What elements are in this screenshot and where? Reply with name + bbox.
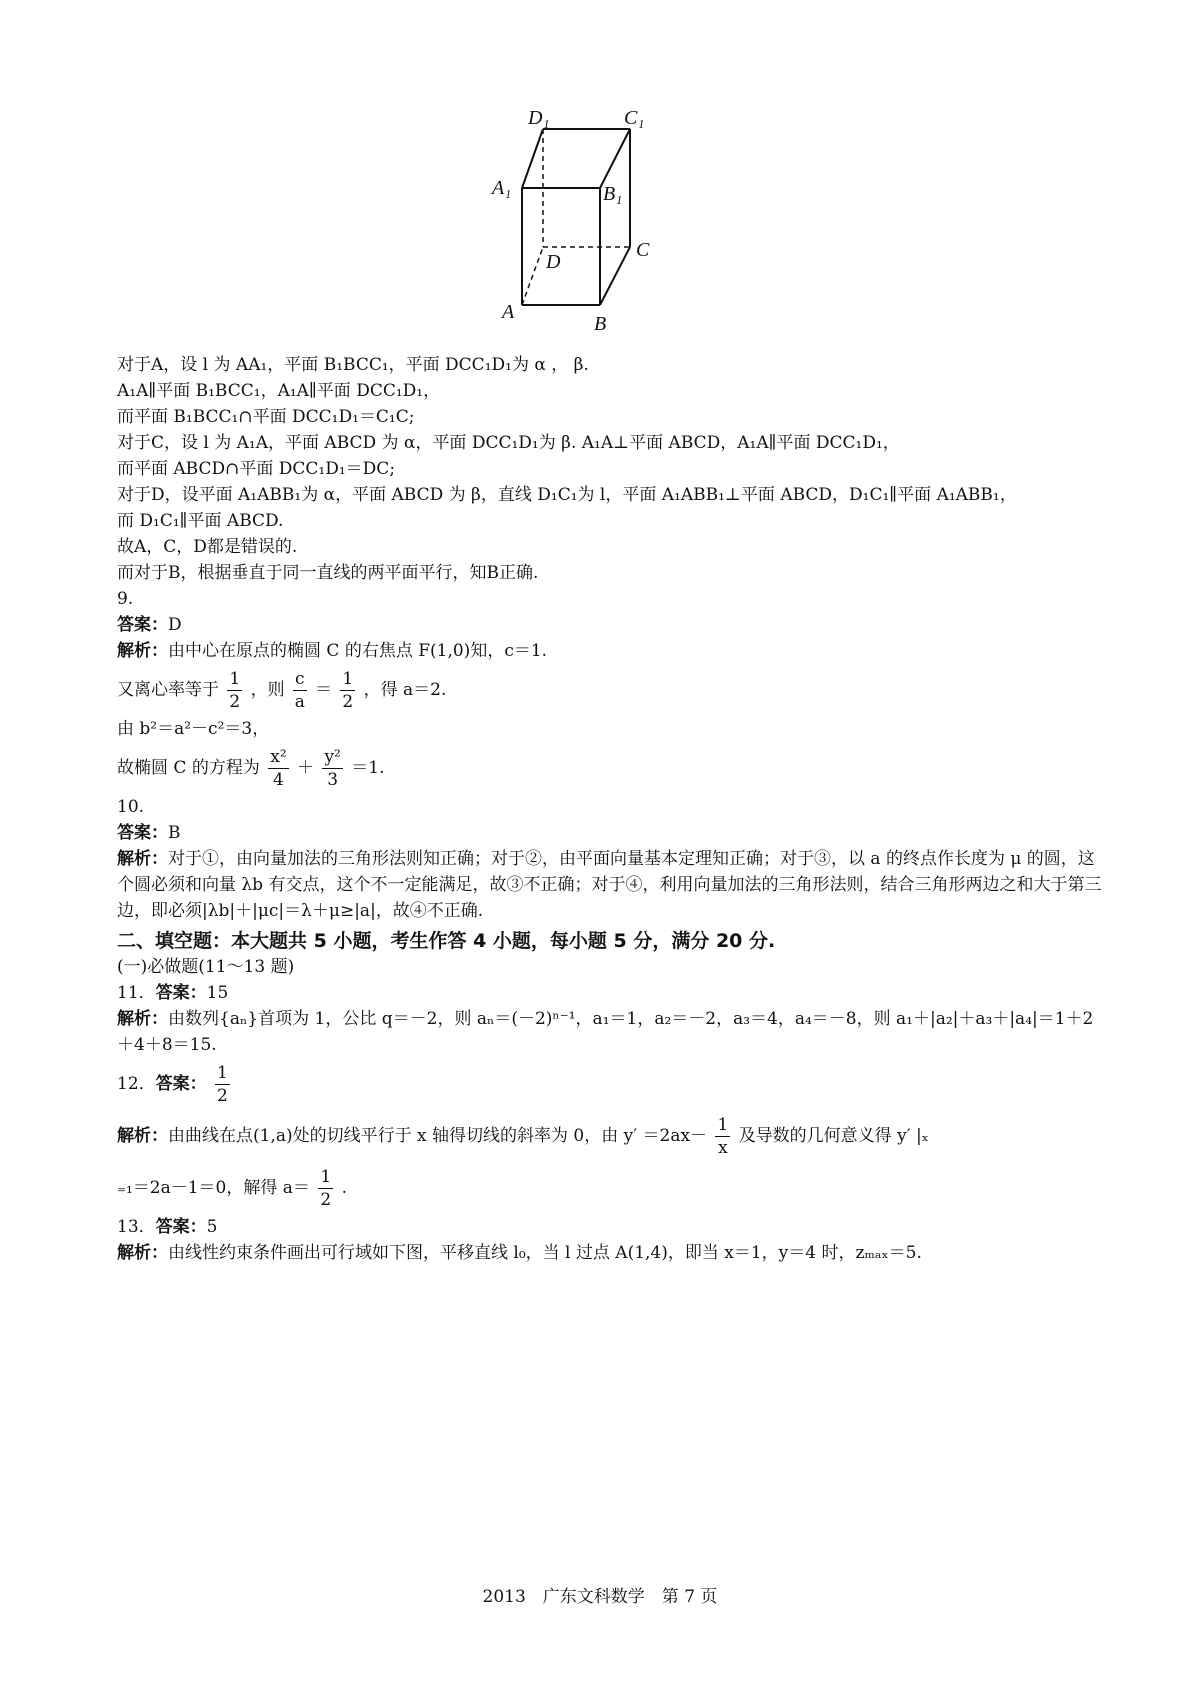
- q12-answer: [117, 1058, 1102, 1110]
- text-part: 由曲线在点(1,a)处的切线平行于 x 轴得切线的斜率为 0，由 y′ ＝2ax－: [168, 1126, 708, 1146]
- numerator: 1: [229, 669, 241, 689]
- q9-analysis-1: [117, 638, 1102, 664]
- label-b1: B₁: [603, 183, 623, 205]
- numerator: y²: [324, 747, 341, 767]
- section-subtitle: (一)必做题(11～13 题): [117, 957, 295, 977]
- edge-bc: [600, 247, 630, 305]
- fraction-x2-over-4: [268, 746, 288, 791]
- fraction-half: [340, 668, 355, 713]
- q9-analysis-3: 由 b²＝a²－c²＝3，: [117, 719, 270, 739]
- q8-line-4: 对于C，设 l 为 A₁A，平面 ABCD 为 α，平面 DCC₁D₁为 β. A₁A⊥平面 ABCD，A₁A∥平面 DCC₁D₁，: [117, 433, 900, 453]
- edge-a1d1: [522, 129, 543, 188]
- q8-line-6: 对于D，设平面 A₁ABB₁为 α，平面 ABCD 为 β，直线 D₁C₁为 l，平面 A₁ABB₁⊥平面 ABCD，D₁C₁∥平面 A₁ABB₁，: [117, 485, 1017, 505]
- label-d1: D₁: [528, 108, 550, 129]
- fraction-c-over-a: [293, 668, 307, 713]
- edge-b1c1: [600, 129, 630, 188]
- answer-value: B: [168, 823, 181, 843]
- numerator: c: [295, 669, 305, 689]
- q8-line-2: A₁A∥平面 B₁BCC₁，A₁A∥平面 DCC₁D₁，: [117, 381, 441, 401]
- section-title: 二、填空题：本大题共 5 小题，考生作答 4 小题，每小题 5 分，满分 20 分.: [117, 930, 776, 952]
- text-part: 故椭圆 C 的方程为: [117, 758, 260, 778]
- q8-line-5: 而平面 ABCD∩平面 DCC₁D₁＝DC;: [117, 459, 396, 479]
- text-part: .: [341, 1178, 347, 1198]
- denominator: 2: [342, 692, 354, 712]
- analysis-text: 由中心在原点的椭圆 C 的右焦点 F(1,0)知，c＝1.: [168, 641, 548, 661]
- q13-analysis: [117, 1240, 1102, 1266]
- text-part: 又离心率等于: [117, 680, 219, 700]
- q9-analysis-2: [117, 664, 1102, 716]
- label-a1: A₁: [492, 177, 512, 199]
- q8-line-3: 而平面 B₁BCC₁∩平面 DCC₁D₁＝C₁C;: [117, 407, 415, 427]
- answer-label: 答案：: [155, 1217, 207, 1237]
- label-d: D: [546, 251, 561, 273]
- numerator: 1: [320, 1167, 332, 1187]
- text-part: ₌₁＝2a－1＝0，解得 a＝: [117, 1178, 310, 1198]
- q10-answer: [117, 820, 1102, 846]
- numerator: 1: [342, 669, 354, 689]
- q12-analysis-1: [117, 1110, 1102, 1162]
- text-part: ＝1.: [351, 758, 385, 778]
- content: [117, 352, 1102, 1266]
- q11-analysis: [117, 1006, 1102, 1058]
- label-a: A: [502, 301, 515, 323]
- label-c1: C₁: [624, 108, 645, 129]
- analysis-label: 解析：: [117, 1126, 168, 1146]
- q9-number: 9.: [117, 589, 134, 609]
- answer-value: 15: [206, 983, 229, 1003]
- answer-value: D: [168, 615, 182, 635]
- text-part: ，则: [250, 680, 285, 700]
- q8-line-9: 而对于B，根据垂直于同一直线的两平面平行，知B正确.: [117, 563, 539, 583]
- answer-value: 5: [206, 1217, 218, 1237]
- q9-analysis-4: [117, 742, 1102, 794]
- fraction-1-over-x: [715, 1114, 730, 1159]
- q12-analysis-2: [117, 1162, 1102, 1214]
- plus: ＋: [297, 758, 315, 778]
- analysis-label: 解析：: [117, 1243, 168, 1263]
- analysis-text: 由数列{aₙ}首项为 1，公比 q＝－2，则 aₙ＝(－2)ⁿ⁻¹，a₁＝1，a₂＝－2，a₃＝4，a₄＝－8，则 a₁＋|a₂|＋a₃＋|a₄|＝1＋2＋4＋8＝15.: [117, 1009, 1094, 1055]
- analysis-label: 解析：: [117, 1009, 168, 1029]
- answer-label: 答案：: [117, 615, 168, 635]
- q8-line-8: 故A，C，D都是错误的.: [117, 537, 298, 557]
- q8-line-7: 而 D₁C₁∥平面 ABCD.: [117, 511, 284, 531]
- q10-number: 10.: [117, 797, 145, 817]
- denominator: a: [294, 692, 305, 712]
- page-footer: 2013 广东文科数学 第 7 页: [482, 1587, 718, 1607]
- denominator: 2: [229, 692, 241, 712]
- q10-analysis: [117, 846, 1102, 924]
- numerator: x²: [270, 747, 287, 767]
- denominator: 4: [273, 770, 284, 790]
- result-fraction: [318, 1166, 333, 1211]
- numerator: 1: [217, 1063, 228, 1083]
- analysis-label: 解析：: [117, 641, 168, 661]
- analysis-text: 对于①，由向量加法的三角形法则知正确；对于②，由平面向量基本定理知正确；对于③，以 a 的终点作长度为 μ 的圆，这个圆必须和向量 λb 有交点，这个不一定能满足，故③不正确；对于④，利用向量加法的三角形法则，结合三角形两边之和大于第三边，即必须|λb|＋|μc|＝λ＋μ≥|a|，故④不正确.: [117, 849, 1102, 921]
- text-part: 及导数的几何意义得 y′ |ₓ: [738, 1126, 929, 1146]
- question-number: 12．: [117, 1074, 156, 1094]
- q13-answer: [117, 1214, 1102, 1240]
- analysis-text: 由线性约束条件画出可行域如下图，平移直线 l₀，当 l 过点 A(1,4)，即当 x＝1，y＝4 时，zₘₐₓ＝5.: [168, 1243, 922, 1263]
- denominator: 3: [327, 770, 339, 790]
- answer-label: 答案：: [155, 983, 207, 1003]
- fraction-half: [227, 668, 242, 713]
- denominator: 2: [320, 1190, 332, 1210]
- answer-label: 答案：: [155, 1074, 207, 1094]
- cube-figure: [490, 108, 720, 358]
- edge-ad-hidden: [522, 247, 543, 305]
- q9-answer: [117, 612, 1102, 638]
- analysis-label: 解析：: [117, 849, 168, 869]
- denominator: 2: [217, 1086, 228, 1106]
- q8-line-1: 对于A，设 l 为 AA₁，平面 B₁BCC₁，平面 DCC₁D₁为 α ， β.: [117, 355, 589, 375]
- answer-label: 答案：: [117, 823, 168, 843]
- question-number: 13．: [117, 1217, 156, 1237]
- label-b: B: [594, 313, 607, 335]
- text-part: ，得 a＝2.: [363, 680, 447, 700]
- question-number: 11．: [117, 983, 156, 1003]
- fraction-y2-over-3: [322, 746, 342, 791]
- label-c: C: [636, 239, 650, 261]
- equals: ＝: [314, 680, 332, 700]
- answer-fraction: [215, 1062, 230, 1107]
- numerator: 1: [717, 1115, 729, 1135]
- q11-answer: [117, 980, 1102, 1006]
- denominator: x: [718, 1138, 728, 1158]
